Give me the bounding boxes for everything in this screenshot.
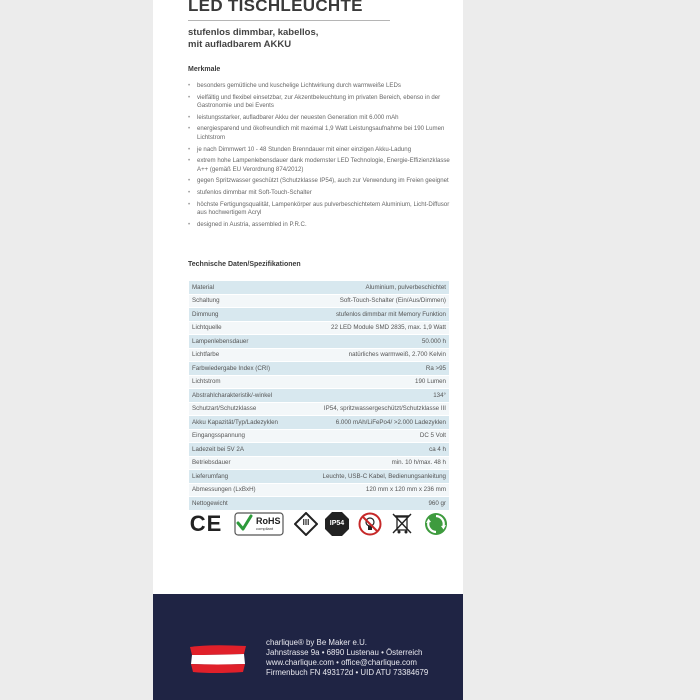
rohs-sublabel: compliant <box>256 526 274 531</box>
spec-label: Material <box>189 281 297 295</box>
spec-value: Aluminium, pulverbeschichtet <box>297 281 449 295</box>
features-list <box>188 82 450 232</box>
table-row <box>189 294 449 308</box>
spec-value: ca 4 h <box>297 443 449 457</box>
table-row <box>189 429 449 443</box>
title-divider <box>188 20 390 21</box>
features-heading: Merkmale <box>188 66 221 73</box>
spec-label: Abmessungen (LxBxH) <box>189 483 297 497</box>
spec-label: Lichtfarbe <box>189 348 297 362</box>
weee-bin-icon <box>390 511 414 537</box>
feature-item: • stufenlos dimmbar mit Soft-Touch-Schalter <box>188 189 450 198</box>
table-row <box>189 281 449 295</box>
protection-class-iii-icon <box>294 511 318 537</box>
table-row <box>189 375 449 389</box>
feature-item: • designed in Austria, assembled in P.R.C. <box>188 221 450 230</box>
company-registry: Firmenbuch FN 493172d • UID ATU 73384679 <box>266 668 429 677</box>
spec-value: 22 LED Module SMD 2835, max. 1,9 Watt <box>297 321 449 335</box>
spec-value: Soft-Touch-Schalter (Ein/Aus/Dimmen) <box>297 294 449 308</box>
feature-item: • vielfältig und flexibel einsetzbar, zur Akzentbeleuchtung im privaten Bereich, ebenso in der Gastronomie und bei Events <box>188 94 450 111</box>
subtitle-line: stufenlos dimmbar, kabellos, <box>188 27 319 38</box>
spec-label: Lichtstrom <box>189 375 297 389</box>
spec-label: Betriebsdauer <box>189 456 297 470</box>
spec-value: Leuchte, USB-C Kabel, Bedienungsanleitung <box>297 470 449 484</box>
spec-value: stufenlos dimmbar mit Memory Funktion <box>297 308 449 322</box>
company-contact: www.charlique.com • office@charlique.com <box>266 658 417 667</box>
subtitle-line: mit aufladbarem AKKU <box>188 39 292 50</box>
spec-label: Ladezeit bei 5V 2A <box>189 443 297 457</box>
table-row <box>189 470 449 484</box>
table-row <box>189 321 449 335</box>
spec-value: IP54, spritzwassergeschützt/Schutzklasse III <box>297 402 449 416</box>
product-sheet <box>153 0 463 700</box>
table-row <box>189 308 449 322</box>
spec-value: 50.000 h <box>297 335 449 349</box>
spec-label: Lieferumfang <box>189 470 297 484</box>
spec-value: 120 mm x 120 mm x 236 mm <box>297 483 449 497</box>
feature-item: • extrem hohe Lampenlebensdauer dank modernster LED Technologie, Energie-Effizienzklasse A++ (gemäß EU Verordnung 874/2012) <box>188 157 450 174</box>
spec-value: 6.000 mAh/LiFePo4/ >2.000 Ladezyklen <box>297 416 449 430</box>
ce-mark-text: CE <box>189 511 223 536</box>
table-row <box>189 348 449 362</box>
table-row <box>189 402 449 416</box>
spec-label: Abstrahlcharakteristik/-winkel <box>189 389 297 403</box>
specs-heading: Technische Daten/Spezifikationen <box>188 261 301 268</box>
spec-label: Nettogewicht <box>189 497 297 510</box>
spec-value: 190 Lumen <box>297 375 449 389</box>
table-row <box>189 362 449 376</box>
feature-item: • besonders gemütliche und kuschelige Lichtwirkung durch warmweiße LEDs <box>188 82 450 91</box>
spec-label: Farbwiedergabe Index (CRI) <box>189 362 297 376</box>
footer <box>153 594 463 700</box>
spec-label: Lichtquelle <box>189 321 297 335</box>
no-bulb-icon <box>358 511 382 537</box>
certification-icons <box>188 511 450 539</box>
subtitle <box>188 27 318 51</box>
spec-label: Schaltung <box>189 294 297 308</box>
protection-class-text: III <box>302 518 310 527</box>
spec-label: Akku Kapazität/Typ/Ladezyklen <box>189 416 297 430</box>
table-row <box>189 416 449 430</box>
rohs-label: RoHS <box>256 516 281 526</box>
company-info <box>266 638 428 678</box>
company-name: charlique® by Be Maker e.U. <box>266 638 367 647</box>
spec-label: Lampenlebensdauer <box>189 335 297 349</box>
feature-item: • energiesparend und ökofreundlich mit maximal 1,9 Watt Leistungsaufnahme bei 190 Lumen Lichtstrom <box>188 125 450 142</box>
table-row <box>189 389 449 403</box>
spec-label: Dimmung <box>189 308 297 322</box>
specs-table <box>189 280 449 510</box>
spec-value: natürliches warmweiß, 2.700 Kelvin <box>297 348 449 362</box>
ip54-icon <box>324 511 350 537</box>
feature-item: • höchste Fertigungsqualität, Lampenkörper aus pulverbeschichtetem Aluminium, Licht-Diffusor aus hochwertigem Acryl <box>188 201 450 218</box>
page-title: LED TISCHLEUCHTE <box>188 0 363 15</box>
spec-value: Ra >95 <box>297 362 449 376</box>
table-row <box>189 456 449 470</box>
ip54-text: IP54 <box>329 520 345 527</box>
feature-item: • gegen Spritzwasser geschützt (Schutzklasse IP54), auch zur Verwendung im Freien geeignet <box>188 177 450 186</box>
table-row <box>189 443 449 457</box>
recycle-icon <box>424 511 448 537</box>
rohs-icon <box>234 511 284 537</box>
austria-flag-icon <box>189 644 247 674</box>
spec-value: 134° <box>297 389 449 403</box>
feature-item: • je nach Dimmwert 10 - 48 Stunden Brenndauer mit einer einzigen Akku-Ladung <box>188 146 450 155</box>
spec-label: Eingangsspannung <box>189 429 297 443</box>
spec-value: min. 10 h/max. 48 h <box>297 456 449 470</box>
spec-value: 960 gr <box>297 497 449 510</box>
company-address: Jahnstrasse 9a • 6890 Lustenau • Österreich <box>266 648 423 657</box>
ce-mark-icon <box>188 511 224 537</box>
table-row <box>189 497 449 510</box>
spec-label: Schutzart/Schutzklasse <box>189 402 297 416</box>
table-row <box>189 335 449 349</box>
table-row <box>189 483 449 497</box>
feature-item: • leistungsstarker, aufladbarer Akku der neuesten Generation mit 6.000 mAh <box>188 114 450 123</box>
spec-value: DC 5 Volt <box>297 429 449 443</box>
